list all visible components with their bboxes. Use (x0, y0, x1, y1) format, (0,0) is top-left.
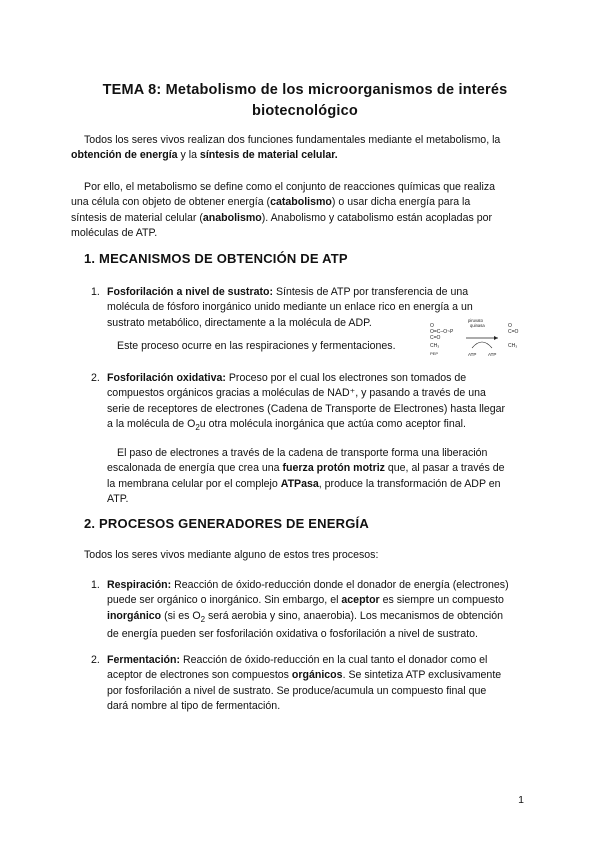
text-span: Proceso por el cual los electrones son tomados de (225, 372, 467, 384)
mol-right-top: O (508, 323, 512, 329)
item-line (107, 593, 537, 608)
bold-sintesis: síntesis de material celular. (199, 149, 338, 162)
text-span: Reacción de óxido-reducción en la cual tanto el donador como el (180, 654, 488, 666)
item-line (107, 461, 537, 476)
intro-p1-line-1: Todos los seres vivos realizan dos funciones fundamentales mediante el metabolismo, la (84, 134, 501, 146)
text-span: , produce la transformación de ADP en (318, 477, 501, 490)
enzyme-label-2: quinasa (470, 323, 485, 328)
atp-label: ATP (488, 352, 497, 357)
bold-inorganico: inorgánico (107, 609, 162, 622)
mol-left-2: C=O (430, 335, 441, 341)
text-span: síntesis de material celular ( (71, 211, 203, 224)
item-line: sustrato metabólico, directamente a la molécula de ADP. (107, 316, 372, 329)
bold-term: Fermentación: (107, 654, 180, 666)
text-span: y la (177, 149, 200, 162)
text-span: a la molécula de O (107, 418, 196, 431)
item-line (107, 417, 537, 436)
list-number-3: 1. (91, 579, 100, 591)
bold-term: Fosforilación oxidativa: (107, 372, 226, 384)
text-span: escalonada de energía que crea una (107, 462, 283, 475)
intro-p2-line-3 (71, 211, 541, 226)
item-line (107, 578, 537, 593)
subscript: 2 (195, 423, 200, 433)
item-line: por fosforilación a nivel de sustrato. Se produce/acumula un compuesto final que (107, 684, 487, 697)
title-line-1: TEMA 8: Metabolismo de los microorganismos de interés (102, 82, 508, 98)
bold-atpasa: ATPasa (280, 477, 319, 490)
text-span: será aerobia y sino, anaerobia). Los mecanismos de obtención (205, 609, 504, 622)
text-span: ). Anabolismo y catabolismo están acopladas por (261, 211, 493, 224)
intro-p1-line-2 (71, 148, 534, 163)
intro-paragraph-1 (71, 133, 534, 164)
bold-aceptor: aceptor (341, 594, 380, 607)
text-span: la membrana celular por el complejo (107, 477, 281, 490)
text-span: es siempre un compuesto (379, 594, 504, 607)
item-line (107, 285, 537, 300)
item-note: Este proceso ocurre en las respiraciones y fermentaciones. (117, 340, 396, 353)
bold-organicos: orgánicos (291, 669, 343, 682)
list-number-2: 2. (91, 372, 100, 384)
bold-obtencion: obtención de energía (71, 149, 178, 162)
item-line: serie de receptores de electrones (Cadena de Transporte de Electrones) hasta llegar (107, 402, 506, 415)
text-span: (si es O (161, 609, 201, 622)
bold-term: Respiración: (107, 579, 172, 591)
list-item-respiracion (107, 578, 537, 643)
list-item-fosforilacion-oxidativa (107, 371, 537, 507)
subscript: 2 (200, 614, 206, 624)
intro-p2-line-1: Por ello, el metabolismo se define como el conjunto de reacciones químicas que realiza (84, 181, 496, 193)
reaction-diagram (426, 318, 538, 360)
section-1-heading: 1. MECANISMOS DE OBTENCIÓN DE ATP (84, 251, 348, 266)
item-line: molécula de fósforo inorgánico unido mediante un enlace rico en energía a un (107, 301, 473, 314)
bold-fuerza: fuerza protón motriz (282, 462, 385, 475)
text-span: ) o usar dicha energía para la (331, 196, 471, 209)
page-title (70, 80, 540, 122)
text-span: que, al pasar a través de (384, 462, 505, 475)
mol-left-3: CH₃ (430, 343, 440, 349)
intro-p2-line-4: moléculas de ATP. (71, 227, 158, 240)
section-2-heading: 2. PROCESOS GENERADORES DE ENERGÍA (84, 516, 369, 531)
list-number-1: 1. (91, 286, 100, 298)
item-line: dará nombre al tipo de fermentación. (107, 700, 281, 713)
mol-left-sub: PEP (430, 351, 439, 356)
bold-catabolismo: catabolismo (270, 196, 332, 209)
text-span: . Se sintetiza ATP exclusivamente (342, 669, 502, 682)
item-line: compuestos orgánicos gracias a moléculas de NAD⁺, y pasando a través de una (107, 387, 486, 400)
coupled-arrow (472, 342, 492, 348)
item-line (107, 609, 537, 628)
item-line (107, 477, 537, 492)
bold-anabolismo: anabolismo (202, 211, 262, 224)
mol-right-2: CH₃ (508, 343, 518, 349)
text-span: Reacción de óxido-reducción donde el donador de energía (electrones) (171, 579, 509, 591)
text-span: Síntesis de ATP por transferencia de una (273, 286, 469, 298)
mol-right-1: C=O (508, 329, 519, 335)
item-line (107, 668, 537, 683)
arrow-head (494, 336, 498, 340)
list-number-4: 2. (91, 654, 100, 666)
enzyme-label-1: piruvato (468, 318, 483, 323)
mol-left-1: O=C–O~P (430, 329, 454, 335)
title-line-2: biotecnológico (252, 103, 358, 119)
text-span: una célula con objeto de obtener energía ( (71, 196, 271, 209)
intro-p2-line-2 (71, 195, 541, 210)
section-2-intro: Todos los seres vivos mediante alguno de estos tres procesos: (84, 549, 379, 561)
page-number: 1 (518, 794, 524, 806)
text-span: puede ser orgánico o inorgánico. Sin embargo, el (107, 594, 342, 607)
adp-label: ATP (468, 352, 477, 357)
intro-paragraph-2 (71, 180, 541, 242)
item-line: de energía pueden ser fosforilación oxidativa o fosforilación a nivel de sustrato. (107, 628, 479, 641)
text-span: aceptor de electrones son compuestos (107, 669, 292, 682)
item-line (107, 653, 537, 668)
item-line: El paso de electrones a través de la cadena de transporte forma una liberación (117, 446, 488, 459)
list-item-fermentacion (107, 653, 537, 715)
item-line (107, 371, 537, 386)
mol-left-top: O (430, 323, 434, 329)
item-line: ATP. (107, 492, 129, 505)
bold-term: Fosforilación a nivel de sustrato: (107, 286, 274, 298)
text-span: u otra molécula inorgánica que actúa como aceptor final. (199, 418, 466, 431)
